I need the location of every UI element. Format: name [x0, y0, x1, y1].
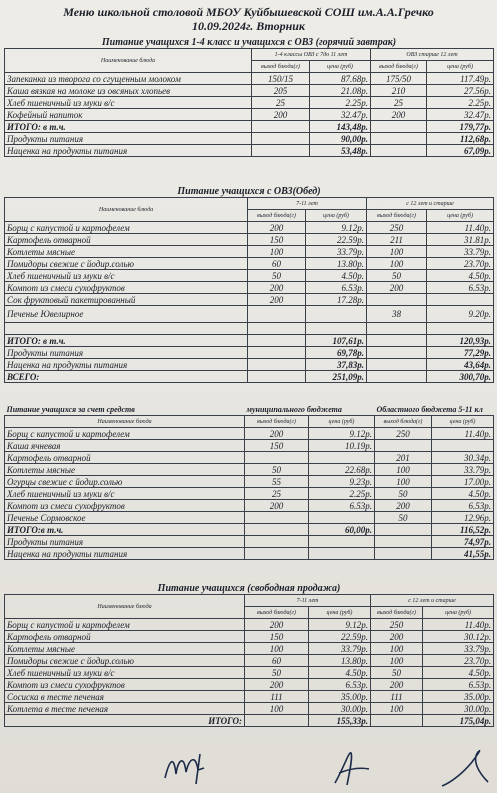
total-value: 60,00р. [309, 524, 375, 536]
dish-name: Каша вязкая на молоке из овсяных хлопьев [5, 85, 252, 97]
section-subtitle: Областного бюджета 5-11 кл [376, 404, 483, 414]
dish-price [432, 440, 494, 452]
dish-weight: 50 [248, 270, 306, 282]
dish-weight: 200 [375, 500, 432, 512]
table-row [5, 109, 494, 121]
markup-value: 43,64р. [427, 359, 494, 371]
group-header: ОВЗ старше 12 лет [371, 49, 494, 61]
table-row [5, 679, 494, 691]
dish-price: 33.79р. [432, 464, 494, 476]
column-header-weight: выход блюда(г) [252, 61, 310, 73]
dish-name: Борщ с капустой и картофелем [5, 619, 245, 631]
products-row [5, 133, 494, 145]
dish-weight: 200 [245, 500, 309, 512]
dish-price: 21.08р. [310, 85, 371, 97]
markup-label: Наценка на продукты питания [5, 145, 252, 157]
dish-weight [245, 512, 309, 524]
dish-weight: 150 [245, 440, 309, 452]
dish-price: 23.70р. [423, 655, 494, 667]
dish-price: 6.53р. [309, 500, 375, 512]
total-value: 143,48р. [310, 121, 371, 133]
dish-price: 6.53р. [306, 282, 367, 294]
dish-price: 11.40р. [427, 222, 494, 234]
dish-weight: 201 [375, 452, 432, 464]
column-header-price: цена (руб) [432, 416, 494, 428]
dish-name: Сосиска в тесте печеная [5, 691, 245, 703]
section-title: Питание учащихся за счет средств [6, 404, 135, 414]
group-header: с 12 лет и старше [367, 198, 494, 210]
dish-name: Запеканка из творога со сгущенным молоком [5, 73, 252, 85]
dish-weight: 200 [248, 294, 306, 306]
column-header-weight: выход блюда(г) [245, 416, 309, 428]
table-row [5, 667, 494, 679]
products-label: Продукты питания [5, 133, 252, 145]
total-label: ИТОГО: в т.ч. [5, 335, 248, 347]
dish-price: 2.25р. [309, 488, 375, 500]
products-value: 90,00р. [310, 133, 371, 145]
dish-price: 22.68р. [309, 464, 375, 476]
column-header-weight: выход блюда(г) [245, 607, 309, 619]
dish-price: 33.79р. [423, 643, 494, 655]
total-label: ИТОГО:в т.ч. [5, 524, 245, 536]
dish-price: 13.80р. [309, 655, 371, 667]
dish-weight: 55 [245, 476, 309, 488]
dish-weight: 200 [367, 282, 427, 294]
document-title: Меню школьной столовой МБОУ Куйбышевской СОШ им.А.А.Гречко [63, 5, 434, 19]
grand-total-value: 300,70р. [427, 371, 494, 383]
dish-price: 17.00р. [432, 476, 494, 488]
markup-value: 53,48р. [310, 145, 371, 157]
products-value: 74,97р. [432, 536, 494, 548]
table-row [5, 73, 494, 85]
dish-weight: 100 [248, 246, 306, 258]
dish-weight: 200 [371, 631, 423, 643]
dish-price: 9.20р. [427, 306, 494, 323]
dish-price: 117.49р. [427, 73, 494, 85]
table-row [5, 234, 494, 246]
dish-weight: 250 [375, 428, 432, 440]
table-row [5, 464, 494, 476]
column-header-name: Наименование блюда [5, 595, 245, 619]
dish-price: 31.81р. [427, 234, 494, 246]
table-row [5, 294, 494, 306]
dish-price: 30.12р. [423, 631, 494, 643]
products-value: 112,68р. [427, 133, 494, 145]
dish-price: 12.96р. [432, 512, 494, 524]
dish-price: 4.50р. [432, 488, 494, 500]
dish-weight: 150 [248, 234, 306, 246]
dish-weight: 100 [375, 476, 432, 488]
dish-name: Сок фруктовый пакетированный [5, 294, 248, 306]
dish-weight [248, 306, 306, 323]
total-value: 120,93р. [427, 335, 494, 347]
dish-weight: 50 [371, 667, 423, 679]
dish-weight: 200 [248, 222, 306, 234]
table-row [5, 440, 494, 452]
dish-name: Картофель отварной [5, 631, 245, 643]
section-title: Питание учащихся с ОВЗ(Обед) [177, 186, 321, 197]
group-header: 7-11 лет [245, 595, 371, 607]
dish-price: 33.79р. [309, 643, 371, 655]
free-sale-table [4, 583, 494, 727]
table-row [5, 703, 494, 715]
section-subtitle: муниципального бюджета [246, 404, 342, 414]
dish-price: 11.40р. [423, 619, 494, 631]
dish-price: 22.59р. [309, 631, 371, 643]
dish-price: 27.56р. [427, 85, 494, 97]
table-row [5, 222, 494, 234]
total-value: 116,52р. [432, 524, 494, 536]
dish-name: Компот из смеси сухофруктов [5, 500, 245, 512]
dish-weight [245, 452, 309, 464]
dish-price: 33.79р. [306, 246, 367, 258]
total-row [5, 715, 494, 727]
dish-weight: 50 [245, 464, 309, 476]
dish-name: Котлеты мясные [5, 246, 248, 258]
dish-weight [367, 294, 427, 306]
dish-weight: 150 [245, 631, 309, 643]
dish-price [309, 452, 375, 464]
total-value: 179,77р. [427, 121, 494, 133]
dish-weight: 150/15 [252, 73, 310, 85]
total-value: 175,04р. [423, 715, 494, 727]
dish-weight: 100 [367, 246, 427, 258]
dish-price: 23.70р. [427, 258, 494, 270]
table-row [5, 500, 494, 512]
dish-name: Печенье Сормовское [5, 512, 245, 524]
dish-weight: 205 [252, 85, 310, 97]
budget-table [4, 404, 494, 560]
dish-price: 6.53р. [423, 679, 494, 691]
dish-weight: 100 [371, 703, 423, 715]
dish-price: 4.50р. [306, 270, 367, 282]
table-row [5, 270, 494, 282]
table-row [5, 428, 494, 440]
dish-price: 6.53р. [309, 679, 371, 691]
table-row [5, 476, 494, 488]
column-header-price: цена (руб) [310, 61, 371, 73]
dish-weight: 250 [371, 619, 423, 631]
products-value: 69,78р. [306, 347, 367, 359]
dish-price: 2.25р. [427, 97, 494, 109]
column-header-price: цена (руб) [427, 61, 494, 73]
dish-weight: 25 [371, 97, 427, 109]
dish-name: Хлеб пшеничный из муки в/с [5, 488, 245, 500]
dish-price: 11.40р. [432, 428, 494, 440]
dish-name: Компот из смеси сухофруктов [5, 282, 248, 294]
column-header-price: цена (руб) [309, 416, 375, 428]
dish-weight: 60 [245, 655, 309, 667]
dish-weight: 100 [371, 655, 423, 667]
section-title: Питание учащихся (свободная продажа) [157, 583, 341, 594]
dish-price: 10.19р. [309, 440, 375, 452]
total-label: ИТОГО: в т.ч. [5, 121, 252, 133]
dish-name: Хлеб пшеничный из муки в/с [5, 270, 248, 282]
products-value: 77,29р. [427, 347, 494, 359]
dish-price [427, 294, 494, 306]
dish-weight: 200 [371, 109, 427, 121]
dish-weight: 50 [367, 270, 427, 282]
table-row [5, 643, 494, 655]
empty-row [5, 323, 494, 335]
grand-total-label: ВСЕГО: [5, 371, 248, 383]
dish-weight: 210 [371, 85, 427, 97]
column-header-weight: выход блюда(г) [248, 210, 306, 222]
dish-price: 30.00р. [309, 703, 371, 715]
column-header-weight: выход блюда(г) [371, 61, 427, 73]
signature-middle [325, 745, 385, 789]
dish-weight: 200 [252, 109, 310, 121]
dish-weight: 200 [245, 428, 309, 440]
markup-value: 37,83р. [306, 359, 367, 371]
dish-name: Котлеты мясные [5, 464, 245, 476]
products-row [5, 536, 494, 548]
column-header-name: Наименование блюда [5, 49, 252, 73]
column-header-weight: выход блюда(г) [371, 607, 423, 619]
dish-name: Компот из смеси сухофруктов [5, 679, 245, 691]
column-header-name: Наименование блюда [5, 198, 248, 222]
table-row [5, 258, 494, 270]
dish-name: Борщ с капустой и картофелем [5, 222, 248, 234]
dish-price: 32.47р. [310, 109, 371, 121]
dish-price: 30.34р. [432, 452, 494, 464]
dish-price: 35.00р. [423, 691, 494, 703]
dish-price: 30.00р. [423, 703, 494, 715]
dish-name: Каша ячневая [5, 440, 245, 452]
dish-weight: 111 [245, 691, 309, 703]
dish-name: Печенье Ювелирное [5, 306, 248, 323]
dish-price: 9.12р. [306, 222, 367, 234]
table-row [5, 619, 494, 631]
dish-price: 32.47р. [427, 109, 494, 121]
dish-price: 35.00р. [309, 691, 371, 703]
dish-weight: 60 [248, 258, 306, 270]
column-header-weight: выход блюда(г) [375, 416, 432, 428]
group-header: с 12 лет и старше [371, 595, 494, 607]
table-row [5, 246, 494, 258]
column-header-price: цена (руб) [427, 210, 494, 222]
dish-weight: 200 [248, 282, 306, 294]
section-title: Питание учащихся 1-4 класс и учащихся с ОВЗ (горячий завтрак) [101, 37, 397, 48]
table-row [5, 655, 494, 667]
dish-price: 2.25р. [310, 97, 371, 109]
markup-row [5, 145, 494, 157]
column-header-weight: выход блюда(г) [367, 210, 427, 222]
total-value: 107,61р. [306, 335, 367, 347]
dish-weight: 100 [371, 643, 423, 655]
dish-price: 13.80р. [306, 258, 367, 270]
markup-value: 67,09р. [427, 145, 494, 157]
products-label: Продукты питания [5, 536, 245, 548]
dish-price: 9.12р. [309, 619, 371, 631]
markup-value: 41,55р. [432, 548, 494, 560]
dish-price: 4.50р. [427, 270, 494, 282]
column-header-price: цена (руб) [309, 607, 371, 619]
dish-name: Помидоры свежие с йодир.солью [5, 655, 245, 667]
group-header: 1-4 классы ОВЗ с 7до 11 лет [252, 49, 371, 61]
dish-price: 6.53р. [432, 500, 494, 512]
table-row [5, 282, 494, 294]
dish-price: 6.53р. [427, 282, 494, 294]
dish-price [306, 306, 367, 323]
dish-weight: 100 [375, 464, 432, 476]
dish-name: Кофейный напиток [5, 109, 252, 121]
table-row [5, 306, 494, 323]
products-label: Продукты питания [5, 347, 248, 359]
dish-weight: 211 [367, 234, 427, 246]
table-row [5, 452, 494, 464]
dish-name: Помидоры свежие с йодир.солью [5, 258, 248, 270]
dish-price: 22.59р. [306, 234, 367, 246]
column-header-name: Наименование блюда [5, 416, 245, 428]
breakfast-table [4, 37, 494, 157]
lunch-table [4, 186, 494, 383]
total-value: 155,33р. [309, 715, 371, 727]
dish-name: Котлета в тесте печеная [5, 703, 245, 715]
markup-row [5, 359, 494, 371]
dish-name: Котлеты мясные [5, 643, 245, 655]
table-row [5, 488, 494, 500]
group-header: 7-11 лет [248, 198, 367, 210]
column-header-price: цена (руб) [423, 607, 494, 619]
dish-weight: 50 [375, 512, 432, 524]
dish-name: Хлеб пшеничный из муки в/с [5, 97, 252, 109]
table-row [5, 631, 494, 643]
total-row [5, 335, 494, 347]
table-row [5, 691, 494, 703]
dish-price: 9.23р. [309, 476, 375, 488]
dish-price: 4.50р. [423, 667, 494, 679]
column-header-price: цена (руб) [306, 210, 367, 222]
markup-label: Наценка на продукты питания [5, 359, 248, 371]
table-row [5, 97, 494, 109]
dish-weight: 200 [371, 679, 423, 691]
dish-weight: 200 [245, 679, 309, 691]
dish-price: 9.12р. [309, 428, 375, 440]
dish-weight [375, 440, 432, 452]
dish-weight: 250 [367, 222, 427, 234]
markup-label: Наценка на продукты питания [5, 548, 245, 560]
dish-name: Огурцы свежие с йодир.солью [5, 476, 245, 488]
dish-weight: 111 [371, 691, 423, 703]
dish-weight: 100 [367, 258, 427, 270]
dish-weight: 100 [245, 643, 309, 655]
dish-name: Картофель отварной [5, 452, 245, 464]
grand-total-row [5, 371, 494, 383]
total-label: ИТОГО: [5, 715, 245, 727]
total-row [5, 121, 494, 133]
dish-weight: 175/50 [371, 73, 427, 85]
dish-weight: 200 [245, 619, 309, 631]
dish-price: 87.68р. [310, 73, 371, 85]
dish-weight: 100 [245, 703, 309, 715]
dish-name: Картофель отварной [5, 234, 248, 246]
document-date: 10.09.2024г. Вторник [191, 19, 305, 33]
markup-row [5, 548, 494, 560]
dish-weight: 38 [367, 306, 427, 323]
products-row [5, 347, 494, 359]
dish-price: 4.50р. [309, 667, 371, 679]
dish-weight: 25 [252, 97, 310, 109]
dish-price [309, 512, 375, 524]
grand-total-value: 251,09р. [306, 371, 367, 383]
dish-price: 33.79р. [427, 246, 494, 258]
total-row [5, 524, 494, 536]
dish-weight: 25 [245, 488, 309, 500]
dish-weight: 50 [375, 488, 432, 500]
dish-price: 17.28р. [306, 294, 367, 306]
signature-left [160, 748, 220, 788]
table-row [5, 85, 494, 97]
signature-right [438, 742, 494, 790]
table-row [5, 512, 494, 524]
dish-name: Хлеб пшеничный из муки в/с [5, 667, 245, 679]
dish-weight: 50 [245, 667, 309, 679]
dish-name: Борщ с капустой и картофелем [5, 428, 245, 440]
